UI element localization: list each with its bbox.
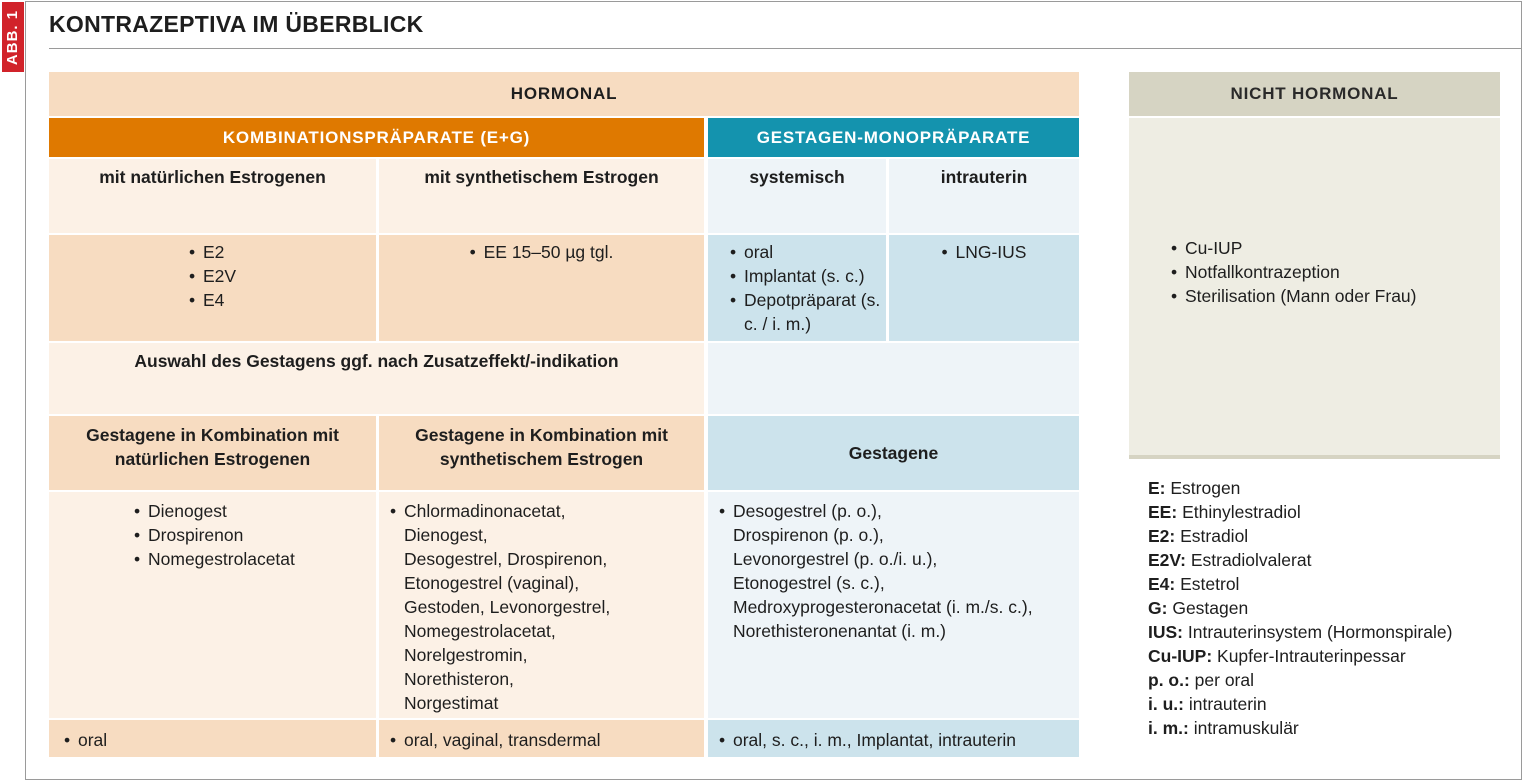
gestagen-synthetic-list [390,499,704,715]
natural-estrogens-cell [49,235,376,341]
legend-text: Estrogen [1170,478,1241,498]
list-line: Medroxyprogesteronacetat (i. m./s. c.), [733,597,1033,617]
legend-text: Intrauterinsystem (Hormonspirale) [1187,622,1453,642]
legend-abbr: E: [1148,478,1166,498]
list-line: Norethisteron, [404,669,514,689]
gestagen-mono-header: Gestagene [708,416,1079,490]
list-item: • Depotpräparat (s. c. / i. m.) [730,288,886,336]
legend-text: intramuskulär [1193,718,1299,738]
list-item: • oral [730,240,886,264]
abbreviation-legend [1148,476,1452,740]
list-item: • Cu-IUP [1171,236,1500,260]
gestagen-natural-list [134,499,376,571]
legend-row [1148,548,1452,572]
list-item: • Implantat (s. c.) [730,264,886,288]
non-hormonal-bottom-bar [1129,455,1500,459]
non-hormonal-header: NICHT HORMONAL [1129,72,1500,116]
legend-text: Ethinylestradiol [1182,502,1301,522]
legend-text: Estetrol [1180,574,1240,594]
list-item: • oral [64,728,376,752]
list-line: Norelgestromin, [404,645,528,665]
selection-note: Auswahl des Gestagens ggf. nach Zusatzeffekt/-indikation [49,343,704,414]
list-item [719,499,1079,643]
list-line: Etonogestrel (s. c.), [733,573,885,593]
legend-row [1148,476,1452,500]
legend-row [1148,692,1452,716]
list-item: • EE 15–50 µg tgl. [470,240,614,264]
legend-text: intrauterin [1188,694,1267,714]
legend-row [1148,716,1452,740]
list-item: • Notfallkontrazeption [1171,260,1500,284]
list-item: • LNG-IUS [942,240,1027,264]
intrauterine-cell [889,235,1079,341]
list-line: Desogestrel (p. o.), [733,501,882,521]
gestagen-synthetic-header: Gestagene in Kombination mit synthetischem Estrogen [379,416,704,490]
systemic-list [730,240,886,336]
natural-estrogens-list [189,240,236,312]
legend-abbr: IUS: [1148,622,1183,642]
list-item: • E4 [189,288,236,312]
figure-tag: ABB. 1 [2,2,24,72]
list-line: Levonorgestrel (p. o./i. u.), [733,549,938,569]
legend-abbr: G: [1148,598,1168,618]
hormonal-header: HORMONAL [49,72,1079,116]
route-synthetic-list [390,728,704,752]
legend-text: per oral [1194,670,1255,690]
list-item: • E2V [189,264,236,288]
legend-row [1148,500,1452,524]
gestagen-mono-cell [708,492,1079,718]
route-synthetic [379,720,704,757]
kombi-header: KOMBINATIONSPRÄPARATE (E+G) [49,118,704,157]
non-hormonal-cell [1129,118,1500,455]
legend-abbr: p. o.: [1148,670,1190,690]
legend-abbr: EE: [1148,502,1178,522]
list-line: Drospirenon (p. o.), [733,525,884,545]
legend-text: Estradiolvalerat [1190,550,1312,570]
col-header-systemic: systemisch [708,159,886,233]
legend-abbr: i. u.: [1148,694,1184,714]
gestagen-mono-list [719,499,1079,643]
legend-row [1148,620,1452,644]
synthetic-estrogen-list [470,240,614,264]
list-item: • oral, vaginal, transdermal [390,728,704,752]
mono-header: GESTAGEN-MONOPRÄPARATE [708,118,1079,157]
legend-abbr: E4: [1148,574,1176,594]
col-header-intrauterine: intrauterin [889,159,1079,233]
list-item: • Nomegestrolacetat [134,547,376,571]
col-header-synthetic: mit synthetischem Estrogen [379,159,704,233]
col-header-natural: mit natürlichen Estrogenen [49,159,376,233]
legend-row [1148,668,1452,692]
gestagen-synthetic-cell [379,492,704,718]
list-item: • Sterilisation (Mann oder Frau) [1171,284,1500,308]
gestagen-natural-cell [49,492,376,718]
systemic-cell [708,235,886,341]
list-line: Desogestrel, Drospirenon, [404,549,608,569]
list-line: Chlormadinonacetat, [404,501,566,521]
legend-row [1148,644,1452,668]
legend-row [1148,524,1452,548]
legend-row [1148,572,1452,596]
legend-text: Estradiol [1180,526,1249,546]
legend-row [1148,596,1452,620]
legend-text: Gestagen [1172,598,1249,618]
list-line: Norethisteronenantat (i. m.) [733,621,947,641]
legend-abbr: E2V: [1148,550,1186,570]
legend-abbr: Cu-IUP: [1148,646,1213,666]
list-item: • Dienogest [134,499,376,523]
title-divider [49,48,1522,49]
figure-title: KONTRAZEPTIVA IM ÜBERBLICK [49,11,424,37]
synthetic-estrogen-cell [379,235,704,341]
list-item: • oral, s. c., i. m., Implantat, intrauterin [719,728,1079,752]
list-item: • Drospirenon [134,523,376,547]
non-hormonal-list [1171,236,1500,308]
legend-text: Kupfer-Intrauterinpessar [1217,646,1406,666]
route-natural [49,720,376,757]
route-natural-list [64,728,376,752]
gestagen-natural-header: Gestagene in Kombination mit natürlichen Estrogenen [49,416,376,490]
list-item: • E2 [189,240,236,264]
legend-abbr: i. m.: [1148,718,1189,738]
list-line: Etonogestrel (vaginal), [404,573,580,593]
route-mono-list [719,728,1079,752]
list-line: Dienogest, [404,525,488,545]
list-line: Gestoden, Levonorgestrel, [404,597,611,617]
list-line: Norgestimat [404,693,499,713]
legend-abbr: E2: [1148,526,1176,546]
mono-note-blank [708,343,1079,414]
intrauterine-list [942,240,1027,264]
list-item [390,499,704,715]
list-line: Nomegestrolacetat, [404,621,556,641]
route-mono [708,720,1079,757]
